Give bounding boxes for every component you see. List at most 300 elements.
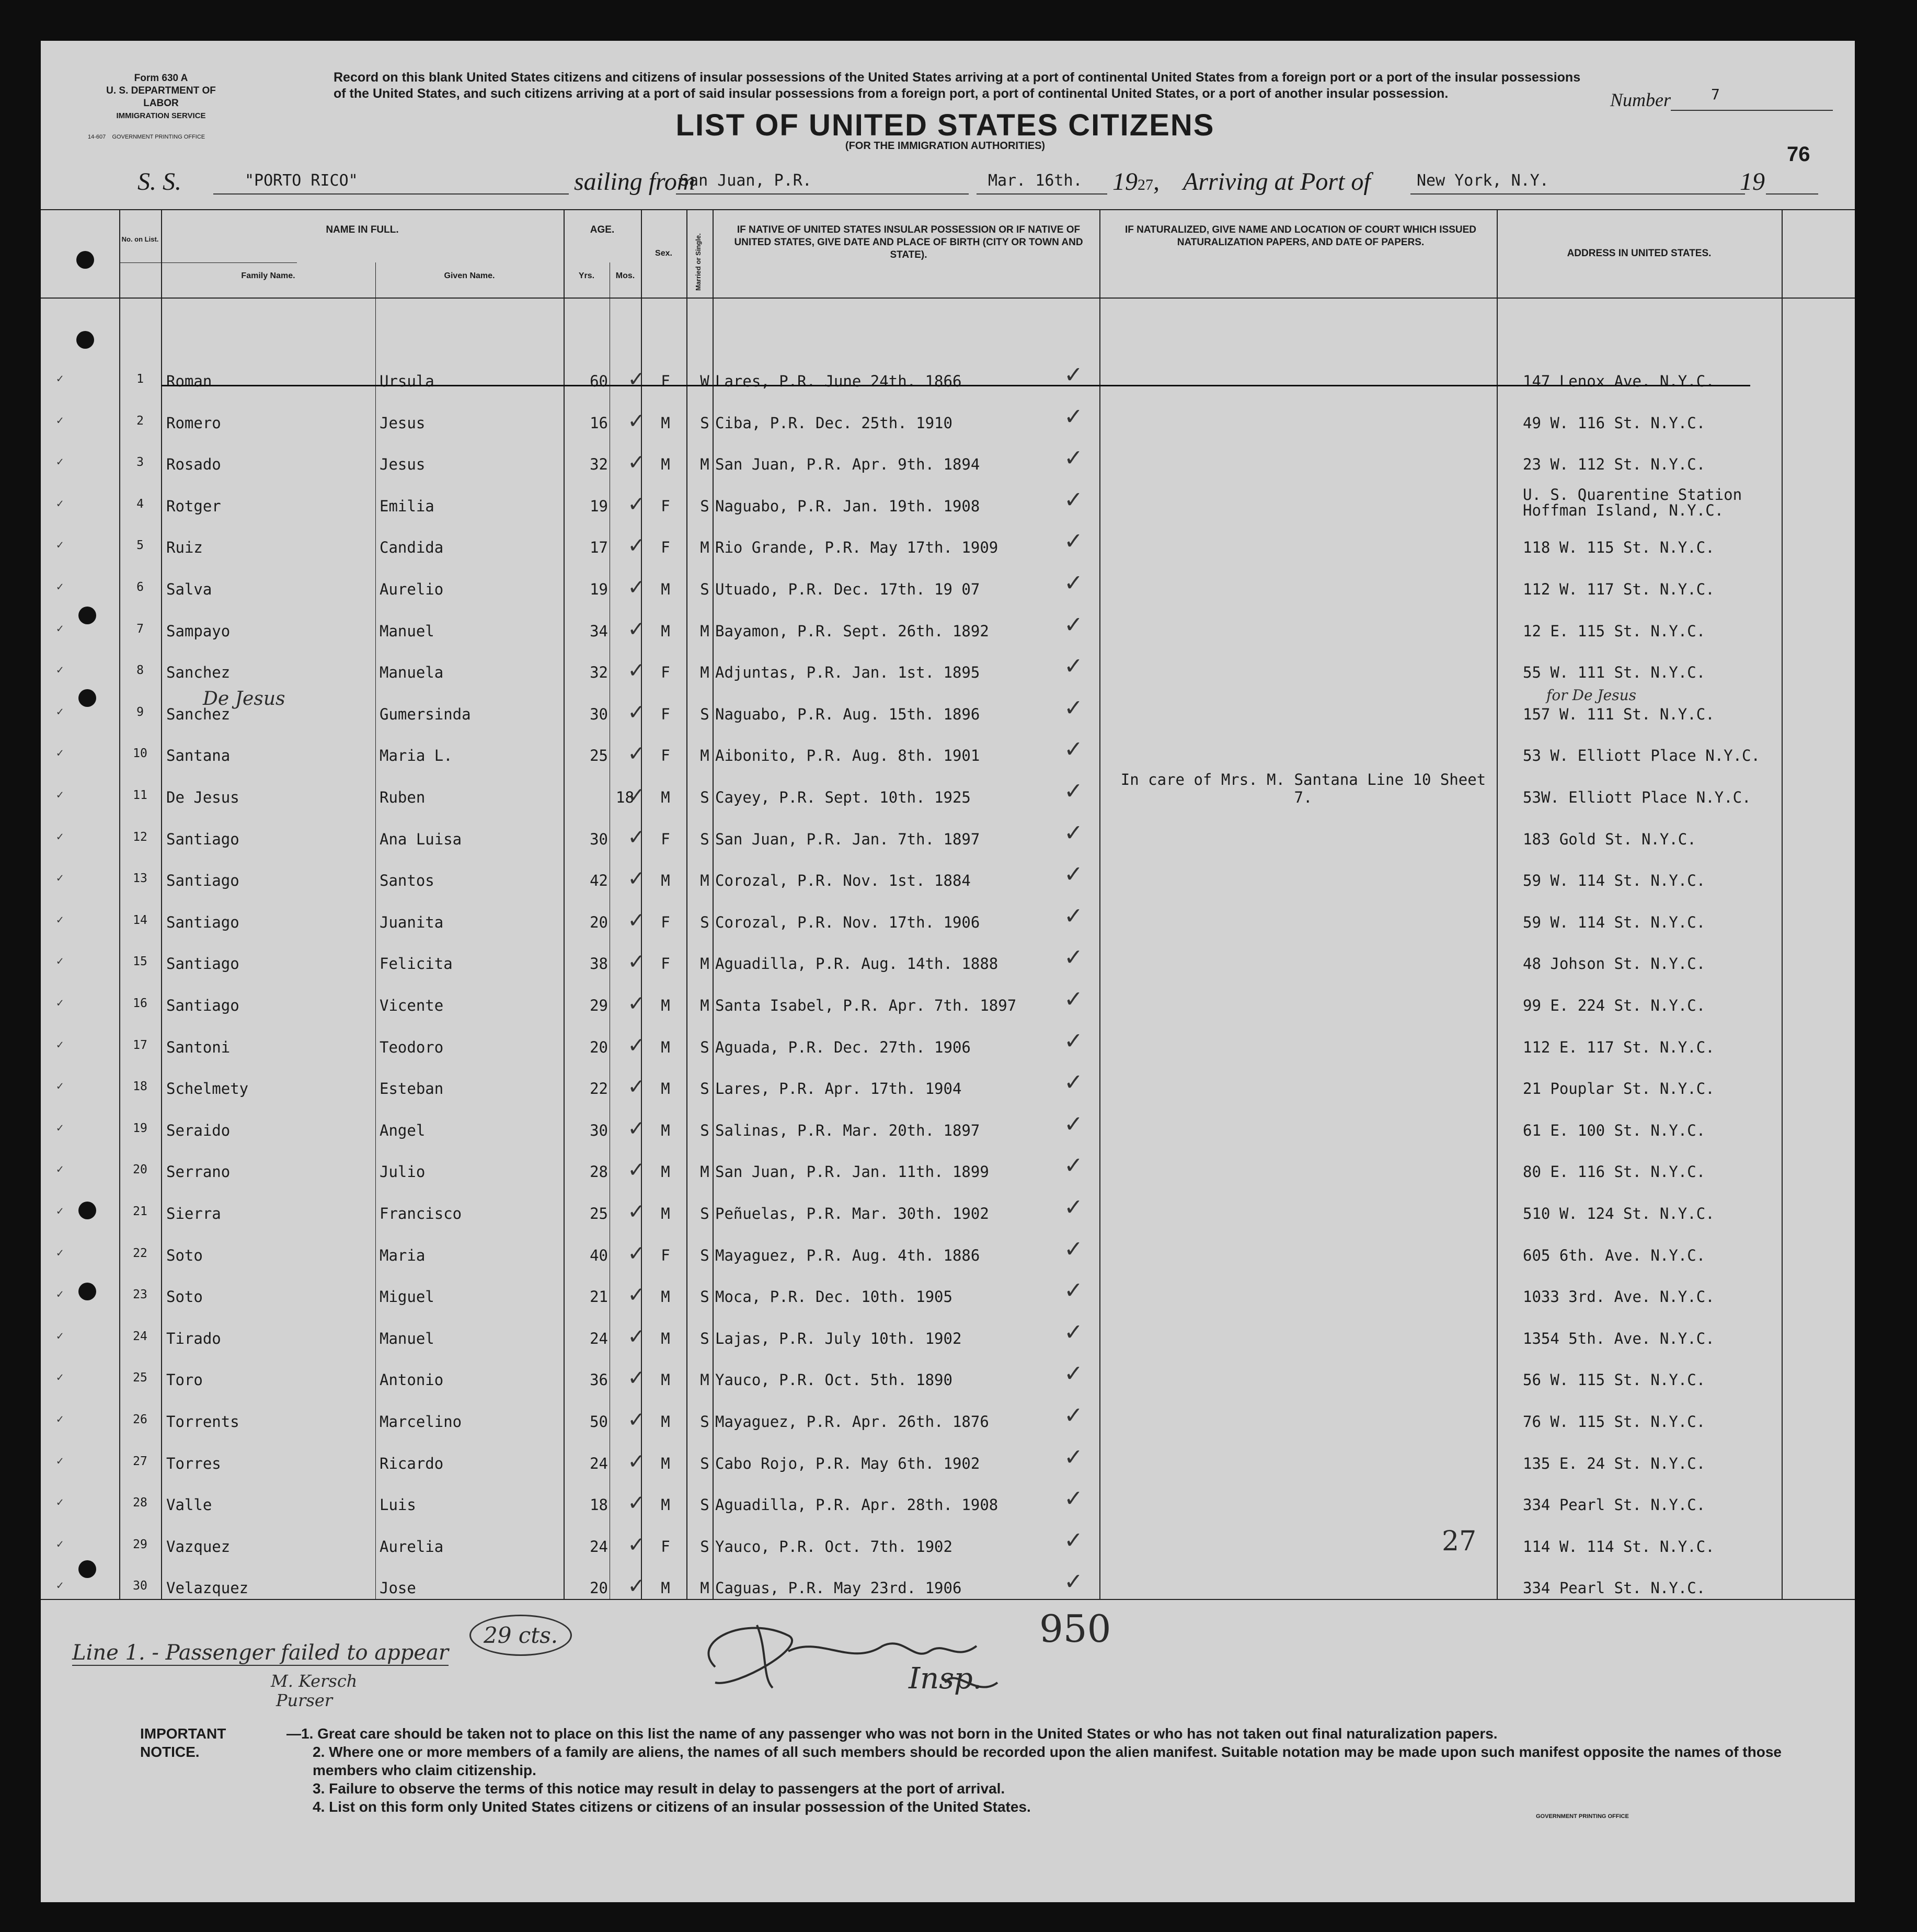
sex: M <box>661 1329 670 1347</box>
row-check-mark: ✓ <box>56 1371 64 1385</box>
us-address: 334 Pearl St. N.Y.C. <box>1523 1579 1706 1597</box>
age-years: 19 <box>590 580 608 598</box>
birth-check-mark: ✓ <box>1065 1274 1082 1305</box>
row-check-mark: ✓ <box>56 872 64 885</box>
age-check-mark: ✓ <box>629 447 644 476</box>
sex: M <box>661 1413 670 1431</box>
row-number: 10 <box>133 747 147 761</box>
punch-hole <box>76 251 94 269</box>
arrival-year-label: 19 <box>1740 168 1765 196</box>
age-check-mark: ✓ <box>629 821 644 850</box>
year-label: 1927, <box>1112 168 1160 196</box>
table-row <box>41 442 1855 488</box>
table-row <box>41 483 1855 530</box>
notice-item-1: —1. Great care should be taken not to place on this list the name of any passenger who was not born in the United States or who has not taken out final naturalization papers. <box>286 1725 1498 1742</box>
sex: M <box>661 1080 670 1098</box>
marital-status: M <box>700 455 709 474</box>
family-name: Sanchez <box>166 664 231 682</box>
table-row <box>41 400 1855 447</box>
birth-place-date: Aibonito, P.R. Aug. 8th. 1901 <box>715 747 980 765</box>
us-address: 53W. Elliott Place N.Y.C. <box>1523 788 1751 806</box>
row-number: 24 <box>133 1329 147 1343</box>
notice-label: IMPORTANT NOTICE. <box>140 1725 226 1760</box>
family-name: Valle <box>166 1496 212 1514</box>
birth-check-mark: ✓ <box>1065 899 1082 930</box>
form-header-block <box>88 72 234 143</box>
given-name: Emilia <box>380 497 434 515</box>
age-years: 42 <box>590 872 608 890</box>
given-name: Francisco <box>380 1205 462 1222</box>
form-id: Form 630 A <box>134 73 188 84</box>
birth-check-mark: ✓ <box>1065 525 1082 556</box>
given-name: Gumersinda <box>380 705 471 723</box>
table-row <box>41 858 1855 904</box>
family-name: Sampayo <box>166 622 231 640</box>
row-check-mark: ✓ <box>56 1163 64 1176</box>
birth-check-mark: ✓ <box>1065 1107 1082 1138</box>
table-row <box>41 1357 1855 1403</box>
sex: M <box>661 1496 670 1514</box>
given-name: Ruben <box>380 788 426 806</box>
age-check-mark: ✓ <box>629 1404 644 1433</box>
birth-check-mark: ✓ <box>1065 1399 1082 1430</box>
us-address: 112 E. 117 St. N.Y.C. <box>1523 1038 1715 1056</box>
ss-label: S. S. <box>137 168 181 196</box>
marital-status: M <box>700 1163 709 1181</box>
age-years: 25 <box>590 1205 608 1222</box>
birth-place-date: Aguadilla, P.R. Aug. 14th. 1888 <box>715 955 998 973</box>
row-number: 12 <box>133 830 147 844</box>
col-yrs-header: Yrs. <box>578 271 595 280</box>
family-name: Santiago <box>166 913 239 931</box>
us-address: 49 W. 116 St. N.Y.C. <box>1523 414 1706 432</box>
col-age-header: AGE. <box>590 224 615 235</box>
marital-status: M <box>700 622 709 640</box>
row-check-mark: ✓ <box>56 622 64 635</box>
us-address: U. S. Quarentine Station Hoffman Island, N.Y.C. <box>1523 485 1742 519</box>
age-years: 30 <box>590 1121 608 1139</box>
age-years: 19 <box>590 497 608 515</box>
marital-status: M <box>700 872 709 890</box>
family-name: Soto <box>166 1288 203 1306</box>
sex: F <box>661 955 670 973</box>
age-years: 25 <box>590 747 608 765</box>
row-number: 2 <box>136 414 144 428</box>
birth-place-date: Ciba, P.R. Dec. 25th. 1910 <box>715 414 952 432</box>
circled-note: 29 cts. <box>469 1615 572 1656</box>
page-title: LIST OF UNITED STATES CITIZENS <box>675 108 1215 142</box>
given-name: Maria <box>380 1246 426 1264</box>
inspector-title: Insp. <box>909 1662 982 1696</box>
age-check-mark: ✓ <box>629 488 644 517</box>
table-row <box>41 771 1855 821</box>
col-family-header: Family Name. <box>241 271 295 280</box>
birth-check-mark: ✓ <box>1065 442 1082 473</box>
age-check-mark: ✓ <box>629 946 644 975</box>
row-strikethrough <box>161 385 1750 386</box>
birth-check-mark: ✓ <box>1065 608 1082 639</box>
us-address: 12 E. 115 St. N.Y.C. <box>1523 622 1706 640</box>
table-row <box>41 1399 1855 1445</box>
department-name: U. S. DEPARTMENT OF LABOR <box>106 85 216 109</box>
age-years: 60 <box>590 372 608 390</box>
sex: F <box>661 372 670 390</box>
arriving-port: New York, N.Y. <box>1417 172 1549 190</box>
birth-check-mark: ✓ <box>1065 858 1082 889</box>
col-naturalized-header: IF NATURALIZED, GIVE NAME AND LOCATION OF COURT WHICH ISSUED NATURALIZATION PAPERS, AND DATE OF PAPERS. <box>1124 224 1476 248</box>
age-check-mark: ✓ <box>629 1154 644 1183</box>
table-row <box>41 525 1855 571</box>
punch-hole <box>78 689 96 707</box>
row-number: 28 <box>133 1496 147 1510</box>
ship-underline <box>213 193 569 195</box>
table-row <box>41 359 1855 405</box>
age-years: 22 <box>590 1080 608 1098</box>
age-years: 20 <box>590 1579 608 1597</box>
us-address: 114 W. 114 St. N.Y.C. <box>1523 1537 1715 1556</box>
given-name: Ursula <box>380 372 434 390</box>
family-name: De Jesus <box>166 788 239 806</box>
age-years: 20 <box>590 913 608 931</box>
table-row <box>41 1274 1855 1320</box>
printing-office-text: GOVERNMENT PRINTING OFFICE <box>112 134 205 140</box>
sex: F <box>661 1537 670 1556</box>
marital-status: M <box>700 1371 709 1389</box>
birth-place-date: Santa Isabel, P.R. Apr. 7th. 1897 <box>715 997 1017 1014</box>
age-check-mark: ✓ <box>629 1571 644 1599</box>
row-check-mark: ✓ <box>56 997 64 1010</box>
given-name: Maria L. <box>380 747 453 765</box>
age-check-mark: ✓ <box>629 905 644 933</box>
sailing-underline <box>676 193 969 195</box>
row-check-mark: ✓ <box>56 1413 64 1426</box>
row-number: 30 <box>133 1579 147 1593</box>
list-number-value: 7 <box>1711 86 1720 103</box>
birth-place-date: Peñuelas, P.R. Mar. 30th. 1902 <box>715 1205 989 1222</box>
sex: M <box>661 1288 670 1306</box>
sex: M <box>661 1454 670 1472</box>
age-years: 38 <box>590 955 608 973</box>
given-name: Jesus <box>380 455 426 474</box>
table-header-border <box>41 298 1855 299</box>
table-row <box>41 983 1855 1029</box>
given-name: Esteban <box>380 1080 444 1098</box>
punch-hole <box>78 1283 96 1300</box>
col-birth-header: IF NATIVE OF UNITED STATES INSULAR POSSESSION OR IF NATIVE OF UNITED STATES, GIVE DATE AND PLACE OF BIRTH (CITY OR TOWN AND STATE). <box>734 224 1083 260</box>
sex: F <box>661 539 670 557</box>
age-check-mark: ✓ <box>629 1030 644 1058</box>
manifest-sheet <box>41 41 1855 1902</box>
table-row <box>41 1524 1855 1570</box>
row-number: 16 <box>133 997 147 1010</box>
row-check-mark: ✓ <box>56 1205 64 1218</box>
row-check-mark: ✓ <box>56 1038 64 1051</box>
birth-check-mark: ✓ <box>1065 483 1082 514</box>
table-top-border <box>41 209 1855 210</box>
age-years: 32 <box>590 455 608 474</box>
row-number: 22 <box>133 1246 147 1260</box>
us-address: 99 E. 224 St. N.Y.C. <box>1523 997 1706 1014</box>
footer-printing-office: GOVERNMENT PRINTING OFFICE <box>1536 1813 1629 1820</box>
row-check-mark: ✓ <box>56 1579 64 1593</box>
age-check-mark: ✓ <box>629 863 644 892</box>
age-check-mark: ✓ <box>629 1363 644 1391</box>
us-address: 21 Pouplar St. N.Y.C. <box>1523 1080 1715 1098</box>
age-years: 24 <box>590 1454 608 1472</box>
sex: F <box>661 1246 670 1264</box>
row-check-mark: ✓ <box>56 1288 64 1301</box>
arriving-label: Arriving at Port of <box>1183 168 1371 196</box>
birth-check-mark: ✓ <box>1065 359 1082 389</box>
given-name: Luis <box>380 1496 416 1514</box>
table-row <box>41 567 1855 613</box>
family-name: Ruiz <box>166 539 203 557</box>
marital-status: S <box>700 1205 709 1222</box>
sex: M <box>661 872 670 890</box>
age-check-mark: ✓ <box>629 738 644 767</box>
address-note-dejesus: for De Jesus <box>1546 687 1636 704</box>
sex: M <box>661 997 670 1014</box>
sex: M <box>661 455 670 474</box>
given-name: Ricardo <box>380 1454 444 1472</box>
age-years: 29 <box>590 997 608 1014</box>
us-address: 334 Pearl St. N.Y.C. <box>1523 1496 1706 1514</box>
birth-place-date: Yauco, P.R. Oct. 7th. 1902 <box>715 1537 952 1556</box>
row-check-mark: ✓ <box>56 497 64 510</box>
col-no-header: No. on List. <box>121 235 159 243</box>
port-underline <box>1410 193 1745 195</box>
row-number: 14 <box>133 913 147 927</box>
us-address: 605 6th. Ave. N.Y.C. <box>1523 1246 1706 1264</box>
marital-status: S <box>700 788 709 806</box>
marital-status: S <box>700 1496 709 1514</box>
birth-place-date: Yauco, P.R. Oct. 5th. 1890 <box>715 1371 952 1389</box>
marital-status: M <box>700 997 709 1014</box>
page-number: 76 <box>1787 143 1810 166</box>
age-check-mark: ✓ <box>629 405 644 434</box>
given-name: Jose <box>380 1579 416 1597</box>
birth-place-date: Rio Grande, P.R. May 17th. 1909 <box>715 539 998 557</box>
age-years: 24 <box>590 1537 608 1556</box>
age-check-mark: ✓ <box>629 988 644 1016</box>
birth-place-date: Lares, P.R. June 24th. 1866 <box>715 372 962 390</box>
marital-status: M <box>700 664 709 682</box>
col-given-header: Given Name. <box>444 271 495 280</box>
birth-place-date: Lajas, P.R. July 10th. 1902 <box>715 1329 962 1347</box>
birth-place-date: Aguadilla, P.R. Apr. 28th. 1908 <box>715 1496 998 1514</box>
punch-hole <box>78 607 96 624</box>
marital-status: S <box>700 1080 709 1098</box>
birth-place-date: San Juan, P.R. Jan. 11th. 1899 <box>715 1163 989 1181</box>
us-address: 147 Lenox Ave. N.Y.C. <box>1523 372 1715 390</box>
table-row <box>41 899 1855 946</box>
age-check-mark: ✓ <box>629 655 644 684</box>
date-underline <box>977 193 1107 195</box>
birth-check-mark: ✓ <box>1065 816 1082 847</box>
sex: M <box>661 1205 670 1222</box>
row-check-mark: ✓ <box>56 1121 64 1135</box>
birth-place-date: Cayey, P.R. Sept. 10th. 1925 <box>715 788 971 806</box>
row-number: 9 <box>136 705 144 719</box>
age-months: 18 <box>616 788 634 806</box>
row-check-mark: ✓ <box>56 705 64 718</box>
birth-place-date: Bayamon, P.R. Sept. 26th. 1892 <box>715 622 989 640</box>
sex: M <box>661 622 670 640</box>
given-name: Manuel <box>380 1329 434 1347</box>
row-number: 26 <box>133 1413 147 1426</box>
us-address: 1354 5th. Ave. N.Y.C. <box>1523 1329 1715 1347</box>
age-check-mark: ✓ <box>629 1238 644 1266</box>
row-number: 19 <box>133 1121 147 1135</box>
family-name: Velazquez <box>166 1579 249 1597</box>
passenger-count-note: 27 <box>1442 1526 1477 1557</box>
row-check-mark: ✓ <box>56 580 64 593</box>
row-check-mark: ✓ <box>56 1246 64 1260</box>
age-check-mark: ✓ <box>629 572 644 600</box>
family-name: Torrents <box>166 1413 239 1431</box>
sex: F <box>661 664 670 682</box>
family-name: Santoni <box>166 1038 231 1056</box>
given-name: Miguel <box>380 1288 434 1306</box>
marital-status: S <box>700 913 709 931</box>
us-address: 59 W. 114 St. N.Y.C. <box>1523 913 1706 931</box>
given-name: Angel <box>380 1121 426 1139</box>
row-number: 25 <box>133 1371 147 1385</box>
marital-status: S <box>700 705 709 723</box>
given-name: Manuel <box>380 622 434 640</box>
table-row <box>41 1441 1855 1487</box>
given-name: Juanita <box>380 913 444 931</box>
sex: M <box>661 1121 670 1139</box>
age-years: 18 <box>590 1496 608 1514</box>
age-check-mark: ✓ <box>629 780 644 808</box>
sailing-from-port: San Juan, P.R. <box>680 172 812 190</box>
birth-check-mark: ✓ <box>1065 941 1082 972</box>
marital-status: S <box>700 1329 709 1347</box>
birth-check-mark: ✓ <box>1065 775 1082 805</box>
birth-check-mark: ✓ <box>1065 691 1082 722</box>
notice-item-2: 2. Where one or more members of a family are aliens, the names of all such members should be recorded upon the alien manifest. Suitable notation may be made upon such manifest opposite the names of those members who claim citizenship. <box>313 1744 1782 1778</box>
list-number-underline <box>1671 110 1833 111</box>
notice-item-4: 4. List on this form only United States citizens or citizens of an insular possession of the United States. <box>313 1799 1031 1815</box>
form-instructions: Record on this blank United States citizens and citizens of insular possessions of the United States arriving at a port of continental United States from a foreign port or a port of the insular possessions of the United States, and such citizens arriving at a port of said insular possessions from a foreign port, a port of continental United States, or a port of another insular possession. <box>334 70 1581 101</box>
row-number: 13 <box>133 872 147 886</box>
col-marital-header: Married or Single. <box>694 233 702 291</box>
family-name: Santiago <box>166 955 239 973</box>
table-row <box>41 941 1855 987</box>
marital-status: S <box>700 1288 709 1306</box>
table-row <box>41 816 1855 863</box>
birth-place-date: Moca, P.R. Dec. 10th. 1905 <box>715 1288 952 1306</box>
family-name: Toro <box>166 1371 203 1389</box>
marital-status: M <box>700 747 709 765</box>
family-name: Santiago <box>166 830 239 848</box>
birth-check-mark: ✓ <box>1065 1565 1082 1596</box>
row-check-mark: ✓ <box>56 539 64 552</box>
marital-status: S <box>700 1246 709 1264</box>
row-check-mark: ✓ <box>56 372 64 385</box>
age-check-mark: ✓ <box>629 1529 644 1558</box>
age-check-mark: ✓ <box>629 613 644 642</box>
punch-hole <box>76 331 94 349</box>
given-name: Aurelia <box>380 1537 444 1556</box>
birth-check-mark: ✓ <box>1065 1316 1082 1346</box>
given-name: Marcelino <box>380 1413 462 1431</box>
printing-code <box>88 131 234 143</box>
birth-place-date: Salinas, P.R. Mar. 20th. 1897 <box>715 1121 980 1139</box>
age-years: 30 <box>590 830 608 848</box>
sex: F <box>661 747 670 765</box>
age-years: 28 <box>590 1163 608 1181</box>
sex: M <box>661 580 670 598</box>
birth-place-date: Mayaguez, P.R. Aug. 4th. 1886 <box>715 1246 980 1264</box>
birth-place-date: Corozal, P.R. Nov. 17th. 1906 <box>715 913 980 931</box>
us-address: 56 W. 115 St. N.Y.C. <box>1523 1371 1706 1389</box>
given-name: Teodoro <box>380 1038 444 1056</box>
col-name-header: NAME IN FULL. <box>326 224 399 235</box>
age-years: 34 <box>590 622 608 640</box>
row-number: 15 <box>133 955 147 969</box>
age-years: 36 <box>590 1371 608 1389</box>
line-1-note: Line 1. - Passenger failed to appear <box>72 1641 449 1665</box>
row-check-mark: ✓ <box>56 1537 64 1551</box>
birth-place-date: Cabo Rojo, P.R. May 6th. 1902 <box>715 1454 980 1472</box>
marital-status: M <box>700 539 709 557</box>
row-number: 3 <box>136 455 144 470</box>
birth-check-mark: ✓ <box>1065 567 1082 597</box>
us-address: 61 E. 100 St. N.Y.C. <box>1523 1121 1706 1139</box>
given-name: Felicita <box>380 955 453 973</box>
given-name: Aurelio <box>380 580 444 598</box>
family-name: Tirado <box>166 1329 221 1347</box>
row-number: 29 <box>133 1537 147 1551</box>
marital-status: M <box>700 1579 709 1597</box>
age-check-mark: ✓ <box>629 1196 644 1225</box>
birth-place-date: Mayaguez, P.R. Apr. 26th. 1876 <box>715 1413 989 1431</box>
col-sex-header: Sex. <box>655 249 672 258</box>
us-address: 118 W. 115 St. N.Y.C. <box>1523 539 1715 557</box>
table-row <box>41 1482 1855 1528</box>
family-name: Rotger <box>166 497 221 515</box>
birth-place-date: Adjuntas, P.R. Jan. 1st. 1895 <box>715 664 980 682</box>
sex: F <box>661 497 670 515</box>
birth-check-mark: ✓ <box>1065 1357 1082 1388</box>
age-check-mark: ✓ <box>629 1488 644 1516</box>
family-name: Romero <box>166 414 221 432</box>
birth-check-mark: ✓ <box>1065 1191 1082 1221</box>
table-row <box>41 1316 1855 1362</box>
row-number: 5 <box>136 539 144 553</box>
given-name: Antonio <box>380 1371 444 1389</box>
sex: M <box>661 1579 670 1597</box>
us-address: 112 W. 117 St. N.Y.C. <box>1523 580 1715 598</box>
family-name: Santiago <box>166 997 239 1014</box>
us-address: 157 W. 111 St. N.Y.C. <box>1523 705 1715 723</box>
col-address-header: ADDRESS IN UNITED STATES. <box>1567 248 1712 259</box>
purser-title: Purser <box>276 1690 333 1710</box>
marital-status: S <box>700 830 709 848</box>
row-check-mark: ✓ <box>56 1080 64 1093</box>
us-address: 76 W. 115 St. N.Y.C. <box>1523 1413 1706 1431</box>
age-years: 21 <box>590 1288 608 1306</box>
birth-check-mark: ✓ <box>1065 733 1082 764</box>
us-address: 135 E. 24 St. N.Y.C. <box>1523 1454 1706 1472</box>
age-years: 20 <box>590 1038 608 1056</box>
row-number: 1 <box>136 372 144 386</box>
row-check-mark: ✓ <box>56 1454 64 1468</box>
birth-place-date: Naguabo, P.R. Aug. 15th. 1896 <box>715 705 980 723</box>
age-years: 32 <box>590 664 608 682</box>
